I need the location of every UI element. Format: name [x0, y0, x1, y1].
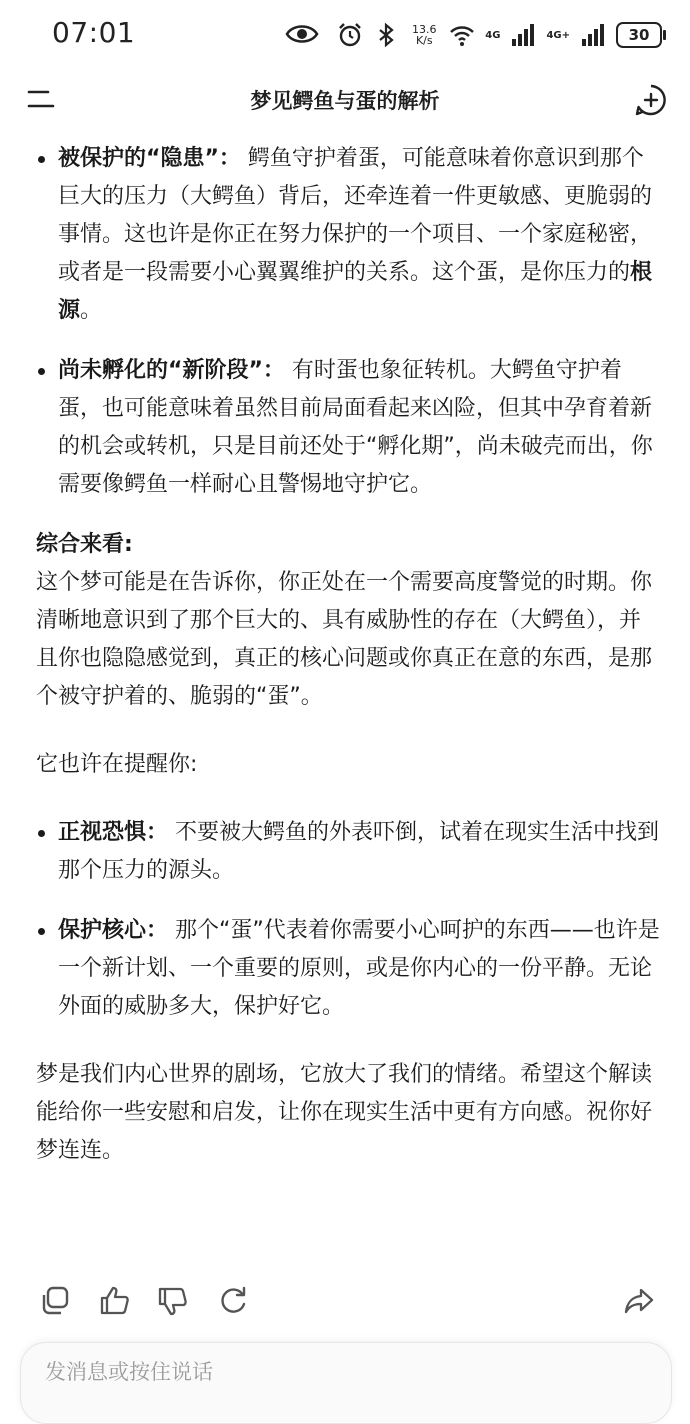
share-icon[interactable]: [622, 1284, 656, 1318]
signal-icon: [510, 22, 536, 48]
closing-paragraph: 梦是我们内心世界的剧场，它放大了我们的情绪。希望这个解读能给你一些安慰和启发，让你在现实生活中更有方向感。祝你好梦连连。: [36, 1062, 653, 1163]
list-item-title: 尚未孵化的“新阶段”：: [58, 358, 285, 383]
battery-indicator: 30: [616, 22, 662, 48]
list-item: [36, 912, 660, 1026]
assistant-message: [36, 140, 660, 1192]
summary-paragraph: 这个梦可能是在告诉你，你正处在一个需要高度警觉的时期。你清晰地意识到了那个巨大的、具有威胁性的存在（大鳄鱼），并且你也隐隐感觉到，真正的核心问题或你真正在意的东西，是那个被守护着的、脆弱的“蛋”。: [36, 570, 653, 709]
status-bar: [0, 0, 690, 70]
list-item-text-end: 。: [80, 298, 103, 323]
net-speed-unit: K/s: [415, 34, 433, 47]
list-item-title: 保护核心：: [58, 918, 169, 943]
reminder-paragraph: 它也许在提醒你:: [36, 752, 198, 777]
net-speed: [409, 24, 439, 46]
thumbs-down-icon[interactable]: [156, 1284, 190, 1318]
new-chat-icon[interactable]: [634, 83, 668, 117]
net-speed-value: 13.6: [412, 23, 437, 36]
list-item: [36, 814, 660, 890]
bluetooth-icon: [373, 22, 399, 48]
list-item: [36, 352, 660, 504]
message-actions: [36, 1284, 660, 1324]
signal-label-2: 4G+: [546, 29, 570, 41]
list-item: [36, 140, 660, 330]
alarm-icon: [337, 22, 363, 48]
list-item-emphasis: 根源: [58, 260, 653, 323]
status-time: 07:01: [52, 16, 136, 49]
page-title: 梦见鳄鱼与蛋的解析: [250, 89, 440, 113]
header: [0, 75, 690, 125]
status-icons: [337, 18, 662, 52]
list-item-title: 被保护的“隐患”：: [58, 146, 241, 171]
regenerate-icon[interactable]: [216, 1284, 250, 1318]
list-item-text: 不要被大鳄鱼的外表吓倒，试着在现实生活中找到那个压力的源头。: [58, 820, 660, 883]
list-item-title: 正视恐惧：: [58, 820, 169, 845]
signal-label-1: 4G: [485, 29, 501, 41]
list-item-text: 鳄鱼守护着蛋，可能意味着你意识到那个巨大的压力（大鳄鱼）背后，还牵连着一件更敏感、更脆弱的事情。这也许是你正在努力保护的一个项目、一个家庭秘密，或者是一段需要小心翼翼维护的关系。这个蛋，是你压力的: [58, 146, 653, 285]
wifi-icon: [449, 22, 475, 48]
summary-heading: 综合来看:: [36, 532, 133, 557]
signal-icon-2: [580, 22, 606, 48]
list-item-text: 有时蛋也象征转机。大鳄鱼守护着蛋，也可能意味着虽然目前局面看起来凶险，但其中孕育着新的机会或转机，只是目前还处于“孵化期”，尚未破壳而出，你需要像鳄鱼一样耐心且警惕地守护它。: [58, 358, 653, 497]
list-item-text: 那个“蛋”代表着你需要小心呵护的东西——也许是一个新计划、一个重要的原则，或是你内心的一份平静。无论外面的威胁多大，保护好它。: [58, 918, 660, 1019]
copy-icon[interactable]: [38, 1284, 72, 1318]
eye-icon: [285, 20, 319, 48]
message-input[interactable]: [43, 1359, 627, 1385]
message-composer: [20, 1342, 672, 1424]
thumbs-up-icon[interactable]: [98, 1284, 132, 1318]
